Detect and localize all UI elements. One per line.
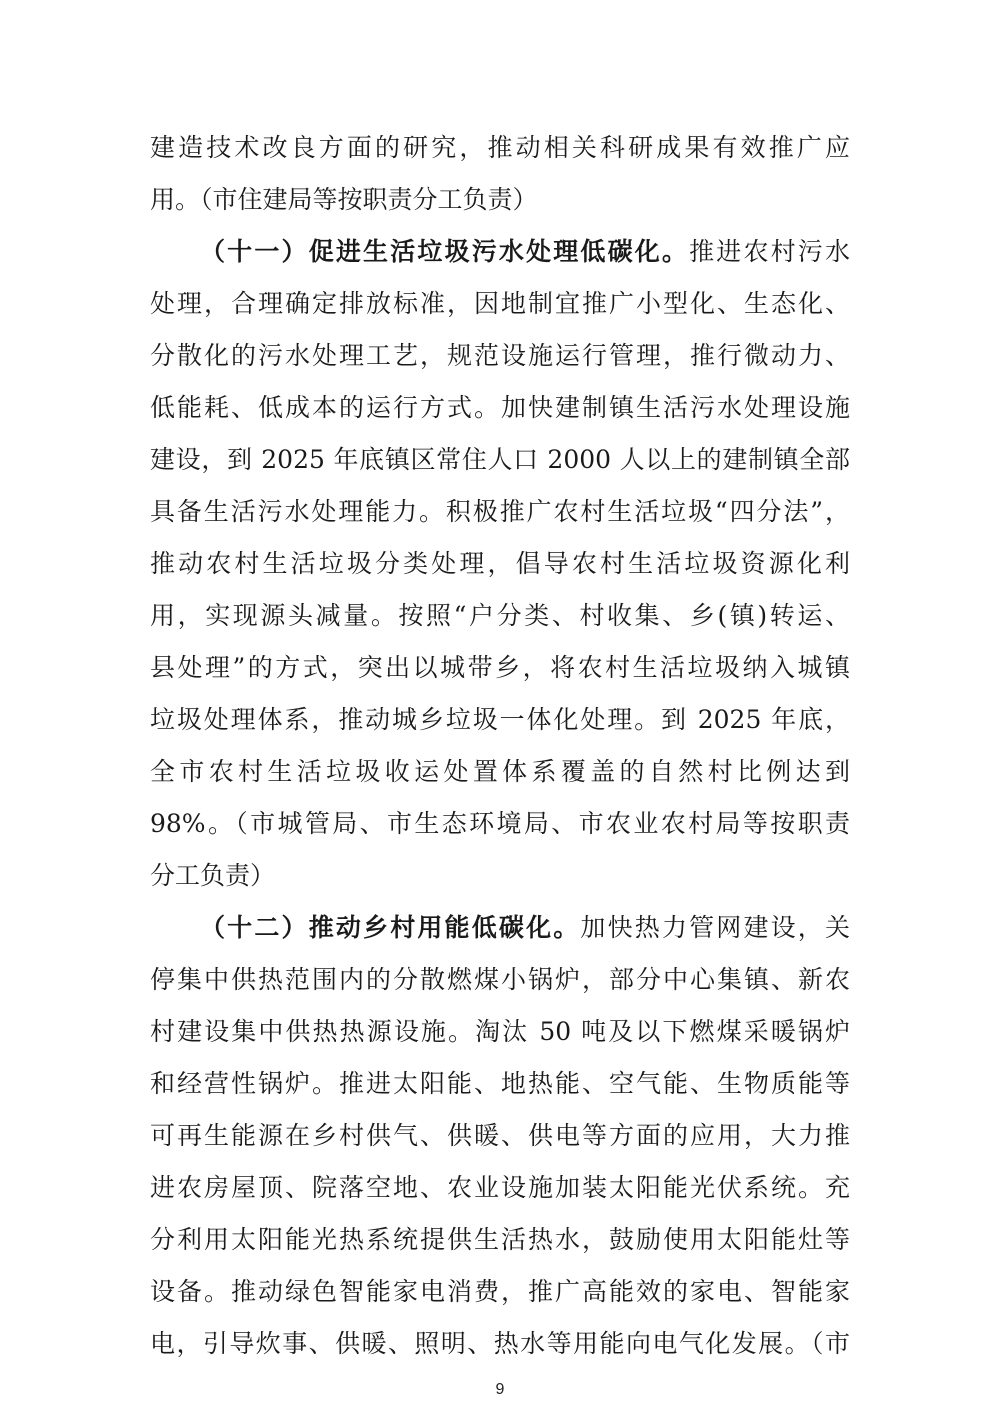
paragraph-line: 分散化的污水处理工艺，规范设施运行管理，推行微动力、 [150, 341, 850, 370]
paragraph-line: 垃圾处理体系，推动城乡垃圾一体化处理。到 2025 年底， [150, 705, 850, 734]
paragraph-line: 电，引导炊事、供暖、照明、热水等用能向电气化发展。（市 [150, 1329, 850, 1358]
paragraph-line: 98%。（市城管局、市生态环境局、市农业农村局等按职责 [150, 809, 850, 838]
section-11-heading: （十一）促进生活垃圾污水处理低碳化。 [200, 237, 690, 266]
paragraph-line: 停集中供热范围内的分散燃煤小锅炉，部分中心集镇、新农 [150, 965, 850, 994]
paragraph-line: 分利用太阳能光热系统提供生活热水，鼓励使用太阳能灶等 [150, 1225, 850, 1254]
paragraph-line: 和经营性锅炉。推进太阳能、地热能、空气能、生物质能等 [150, 1069, 850, 1098]
section-12-line-1-rest: 加快热力管网建设，关 [580, 913, 850, 942]
paragraph-line: 低能耗、低成本的运行方式。加快建制镇生活污水处理设施 [150, 393, 850, 422]
paragraph-line: 建设，到 2025 年底镇区常住人口 2000 人以上的建制镇全部 [150, 445, 850, 474]
paragraph-line: 分工负责） [150, 861, 276, 890]
paragraph-line: 建造技术改良方面的研究，推动相关科研成果有效推广应 [150, 133, 850, 162]
section-12-first-line [200, 908, 850, 948]
paragraph-line: 用。（市住建局等按职责分工负责） [150, 185, 538, 214]
paragraph-line: 处理，合理确定排放标准，因地制宜推广小型化、生态化、 [150, 289, 850, 318]
section-12-heading: （十二）推动乡村用能低碳化。 [200, 913, 581, 942]
paragraph-line: 县处理”的方式，突出以城带乡，将农村生活垃圾纳入城镇 [150, 653, 850, 682]
paragraph-line: 可再生能源在乡村供气、供暖、供电等方面的应用，大力推 [150, 1121, 850, 1150]
section-11-line-1-rest: 推进农村污水 [689, 237, 850, 266]
paragraph-line: 用，实现源头减量。按照“户分类、村收集、乡(镇)转运、 [150, 601, 850, 630]
paragraph-line: 设备。推动绿色智能家电消费，推广高能效的家电、智能家 [150, 1277, 850, 1306]
paragraph-line: 具备生活污水处理能力。积极推广农村生活垃圾“四分法”， [150, 497, 850, 526]
paragraph-line: 进农房屋顶、院落空地、农业设施加装太阳能光伏系统。充 [150, 1173, 850, 1202]
paragraph-line: 推动农村生活垃圾分类处理，倡导农村生活垃圾资源化利 [150, 549, 850, 578]
paragraph-line: 全市农村生活垃圾收运处置体系覆盖的自然村比例达到 [150, 757, 850, 786]
paragraph-line: 村建设集中供热热源设施。淘汰 50 吨及以下燃煤采暖锅炉 [150, 1017, 850, 1046]
section-11-first-line [200, 232, 850, 272]
page-number: 9 [495, 1381, 505, 1398]
